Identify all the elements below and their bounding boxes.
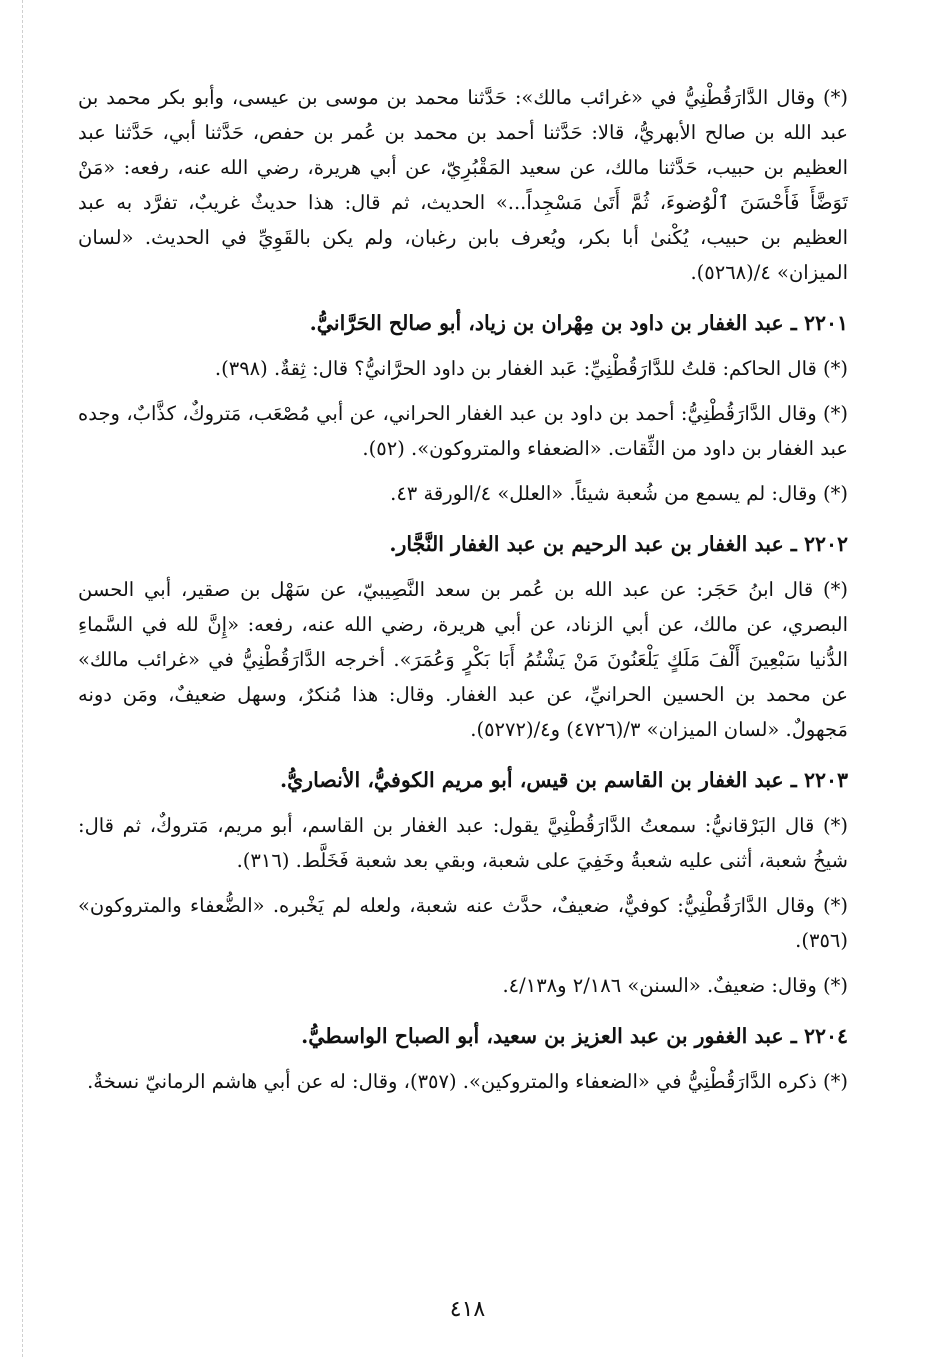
entry-2203-barqani: (*) قال البَرْقانيُّ: سمعتُ الدَّارَقُطْنِيَّ يقول: عبد الغفار بن القاسم، أبو مريم، مَتروكٌ، ثم قال: شيخُ شعبة، أثنى عليه شعبةُ وخَفِيَ على شعبة، وبقي بعد شعبة فَخَلَّط. (٣١٦). <box>78 814 848 872</box>
scan-margin-line <box>22 0 23 1357</box>
entry-2201-ilal: (*) وقال: لم يسمع من شُعبة شيئاً. «العلل» ٤/الورقة ٤٣. <box>390 482 848 505</box>
entry-heading-2202: ٢٢٠٢ ـ عبد الغفار بن عبد الرحيم بن عبد الغفار النَّجَّار. <box>389 532 848 556</box>
entry-2203-daraqutni: (*) وقال الدَّارَقُطْنِيُّ: كوفيٌّ، ضعيفٌ، حدَّث عنه شعبة، ولعله لم يَخْبره. «الضُّعفاء والمتروكون» (٣٥٦). <box>78 894 848 952</box>
entry-2204-daraqutni: (*) ذكره الدَّارَقُطْنِيُّ في «الضعفاء والمتروكين». (٣٥٧)، وقال: له عن أبي هاشم الرمانيّ نسخةٌ. <box>87 1070 848 1093</box>
entry-heading-2201: ٢٢٠١ ـ عبد الغفار بن داود بن مِهْران بن زياد، أبو صالح الحَرَّانيُّ. <box>309 311 848 335</box>
page-number: ٤١٨ <box>449 1297 486 1322</box>
entry-2202-ibn-hajar: (*) قال ابنُ حَجَر: عن عبد الله بن عُمر بن سعد النَّصِيبيّ، عن سَهْل بن صقير، أبي الحسن البصري، عن مالك، عن أبي الزناد، عن أبي هريرة، رضي الله عنه، رفعه: «إِنَّ لله في السَّماءِ الدُّنيا سَبْعِينَ أَلْفَ مَلَكٍ يَلْعَنُونَ مَنْ يَشْتُمُ أَبَا بَكْرٍ وَعُمَرَ». أخرجه الدَّارَقُطْنِيُّ في «غرائب مالك» عن محمد بن الحسين الحرانيِّ، عن عبد الغفار. وقال: هذا مُنكرٌ، وسهل ضعيفٌ، ومَن دونه مَجهولٌ. «لسان الميزان» ٣/(٤٧٢٦) و٤/(٥٢٧٢). <box>78 578 848 741</box>
entry-heading-2203: ٢٢٠٣ ـ عبد الغفار بن القاسم بن قيس، أبو مريم الكوفيُّ، الأنصاريُّ. <box>279 768 848 792</box>
entry-2201-hakim: (*) قال الحاكم: قلتُ للدَّارَقُطْنِيِّ: عَبد الغفار بن داود الحرَّانيُّ؟ قال: ثِقةٌ. (٣٩٨). <box>214 357 848 380</box>
page-body <box>78 80 848 1109</box>
entry-heading-2204: ٢٢٠٤ ـ عبد الغفور بن عبد العزيز بن سعيد، أبو الصباح الواسطيُّ. <box>301 1024 848 1048</box>
entry-2201-daraqutni: (*) وقال الدَّارَقُطْنِيُّ: أحمد بن داود بن عبد الغفار الحراني، عن أبي مُصْعَب، مَتروكٌ، كذَّابٌ، وجده عبد الغفار بن داود من الثِّقات. «الضعفاء والمتروكون». (٥٢). <box>78 402 848 460</box>
entry-2200-quote: (*) وقال الدَّارَقُطْنِيُّ في «غرائب مالك»: حَدَّثنا محمد بن موسى بن عيسى، وأبو بكر محمد بن عبد الله بن صالح الأبهريُّ، قالا: حَدَّثنا أحمد بن محمد بن عُمر بن حفص، حَدَّثنا أبي، حَدَّثنا عبد العظيم بن حبيب، حَدَّثنا مالك، عن سعيد المَقْبُرِيّ، عن أبي هريرة، رضي الله عنه، رفعه: «مَنْ تَوَضَّأَ فَأَحْسَنَ ٱلْوُضوءَ، ثُمَّ أَتَىٰ مَسْجِداً...» الحديث، ثم قال: هذا حديثٌ غريبٌ، تفرَّد به عبد العظيم بن حبيب، يُكْنىٰ أبا بكر، ويُعرف بابن رغبان، ولم يكن بالقَوِيِّ في الحديث. «لسان الميزان» ٤/(٥٢٦٨). <box>78 86 848 284</box>
entry-2203-sunan: (*) وقال: ضعيفٌ. «السنن» ٢/١٨٦ و٤/١٣٨. <box>502 974 848 997</box>
